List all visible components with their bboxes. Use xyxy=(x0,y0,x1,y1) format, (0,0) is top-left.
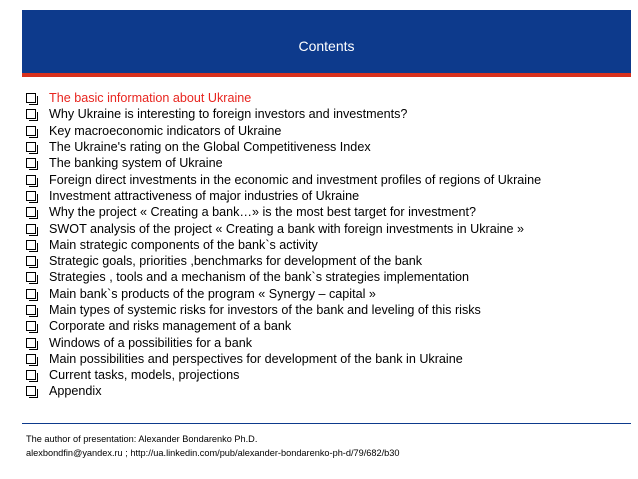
list-item xyxy=(26,302,636,318)
list-item-label: Appendix xyxy=(49,384,102,399)
list-item-label: Investment attractiveness of major industries of Ukraine xyxy=(49,188,360,203)
list-item xyxy=(26,286,636,302)
checkbox-bullet-icon xyxy=(26,338,36,348)
contents-list xyxy=(26,90,636,400)
list-item xyxy=(26,106,636,122)
list-item-label: Current tasks, models, projections xyxy=(49,368,240,383)
checkbox-bullet-icon xyxy=(26,370,36,380)
list-item xyxy=(26,171,636,187)
list-item xyxy=(26,334,636,350)
footer-divider xyxy=(22,423,631,424)
footer xyxy=(26,432,400,460)
checkbox-bullet-icon xyxy=(26,191,36,201)
list-item-label: Strategic goals, priorities ,benchmarks for development of the bank xyxy=(49,254,423,269)
list-item xyxy=(26,367,636,383)
list-item-label: The Ukraine's rating on the Global Competitiveness Index xyxy=(49,140,371,155)
list-item-label: Foreign direct investments in the economic and investment profiles of regions of Ukraine xyxy=(49,172,542,187)
list-item xyxy=(26,253,636,269)
list-item-label: The basic information about Ukraine xyxy=(49,91,252,106)
checkbox-bullet-icon xyxy=(26,354,36,364)
list-item xyxy=(26,269,636,285)
checkbox-bullet-icon xyxy=(26,224,36,234)
checkbox-bullet-icon xyxy=(26,207,36,217)
list-item-label: Corporate and risks management of a bank xyxy=(49,319,292,334)
page-title: Contents xyxy=(298,38,355,54)
footer-contacts: alexbondfin@yandex.ru ; http://ua.linkedin.com/pub/alexander-bondarenko-ph-d/79/682/b30 xyxy=(26,448,400,458)
list-item-label: Key macroeconomic indicators of Ukraine xyxy=(49,123,282,138)
list-item-label: Windows of a possibilities for a bank xyxy=(49,335,252,350)
checkbox-bullet-icon xyxy=(26,158,36,168)
list-item xyxy=(26,155,636,171)
checkbox-bullet-icon xyxy=(26,289,36,299)
checkbox-bullet-icon xyxy=(26,126,36,136)
list-item-label: Main types of systemic risks for investors of the bank and leveling of this risks xyxy=(49,303,481,317)
header-banner xyxy=(22,10,631,77)
list-item-label: Main possibilities and perspectives for development of the bank in Ukraine xyxy=(49,351,463,366)
list-item xyxy=(26,90,636,106)
list-item xyxy=(26,139,636,155)
checkbox-bullet-icon xyxy=(26,109,36,119)
checkbox-bullet-icon xyxy=(26,142,36,152)
list-item-label: Why Ukraine is interesting to foreign investors and investments? xyxy=(49,107,408,122)
list-item-label: Why the project « Creating a bank…» is the most best target for investment? xyxy=(49,205,476,220)
checkbox-bullet-icon xyxy=(26,93,36,103)
list-item xyxy=(26,188,636,204)
checkbox-bullet-icon xyxy=(26,305,36,315)
footer-author: The author of presentation: Alexander Bondarenko Ph.D. xyxy=(26,434,258,444)
list-item-label: The banking system of Ukraine xyxy=(49,156,223,171)
list-item xyxy=(26,123,636,139)
list-item-label: SWOT analysis of the project « Creating a bank with foreign investments in Ukraine » xyxy=(49,221,525,236)
list-item xyxy=(26,220,636,236)
checkbox-bullet-icon xyxy=(26,386,36,396)
list-item-label: Main strategic components of the bank`s activity xyxy=(49,237,318,252)
checkbox-bullet-icon xyxy=(26,272,36,282)
list-item xyxy=(26,204,636,220)
list-item-label: Strategies , tools and a mechanism of the bank`s strategies implementation xyxy=(49,270,470,285)
list-item xyxy=(26,237,636,253)
checkbox-bullet-icon xyxy=(26,321,36,331)
checkbox-bullet-icon xyxy=(26,240,36,250)
list-item xyxy=(26,351,636,367)
checkbox-bullet-icon xyxy=(26,175,36,185)
list-item-label: Main bank`s products of the program « Synergy – capital » xyxy=(49,286,376,301)
list-item xyxy=(26,318,636,334)
checkbox-bullet-icon xyxy=(26,256,36,266)
list-item xyxy=(26,383,636,399)
